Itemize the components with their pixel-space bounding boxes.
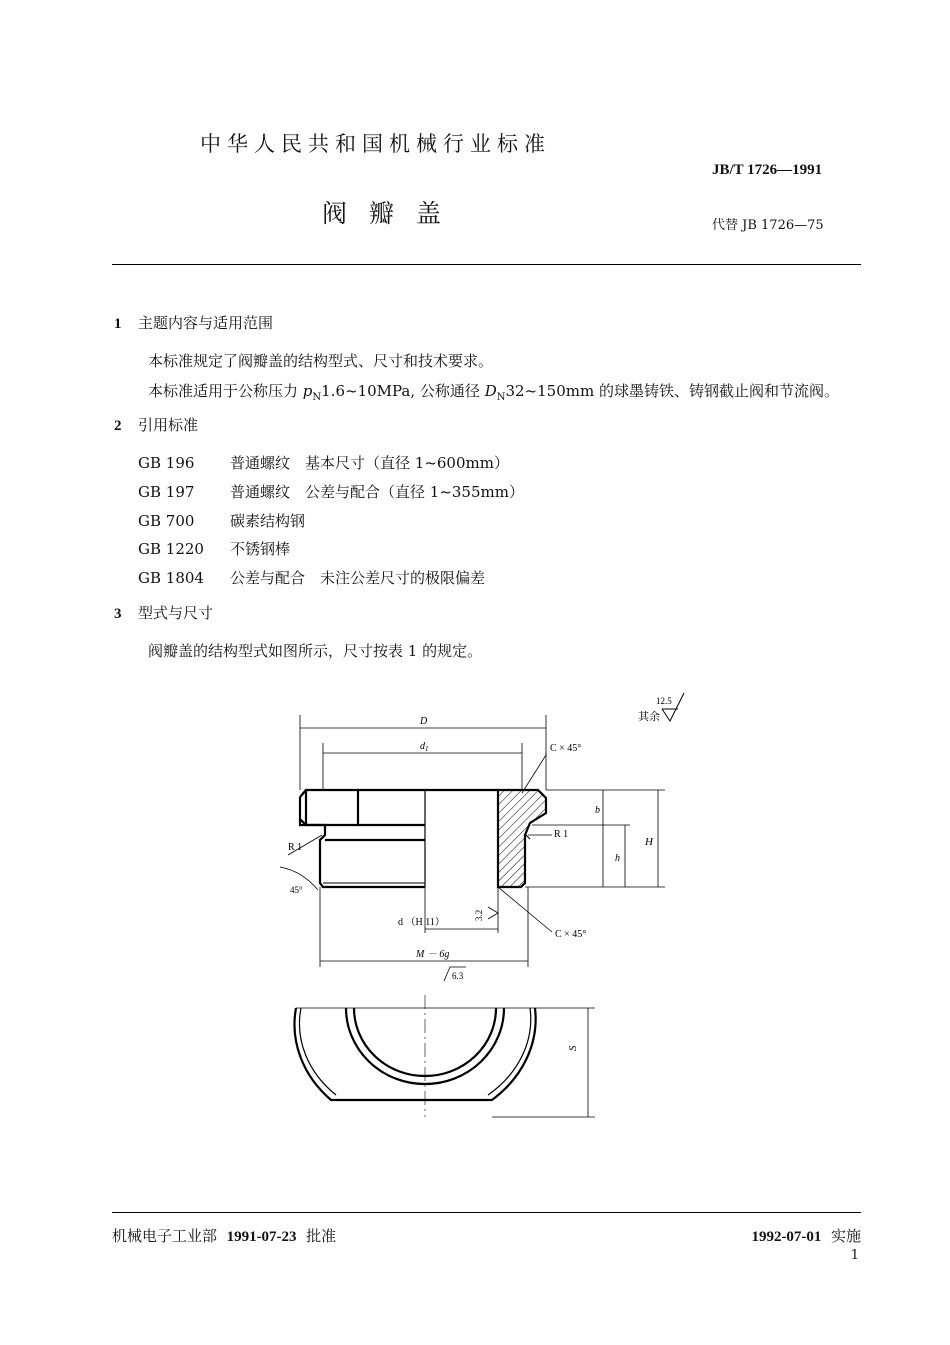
dim-M-label: M － 6g: [416, 949, 450, 960]
dim-d-label: d （H 11）: [398, 917, 445, 928]
ref-name: 不锈钢棒: [230, 540, 291, 558]
approval-date: 1991-07-23: [226, 1229, 297, 1245]
footer-rule: [112, 1212, 861, 1213]
section-title: 引用标准: [138, 416, 199, 434]
ref-code: GB 700: [138, 512, 195, 530]
reference-item: [138, 567, 485, 588]
implementation-date: 1992-07-01: [751, 1229, 822, 1245]
ref-code: GB 197: [138, 483, 195, 501]
symbol-p: p: [302, 382, 313, 400]
replaces-standard: 代替 JB 1726—75: [712, 218, 824, 233]
page-number: 1: [850, 1248, 859, 1263]
approval-label: 批准: [306, 1227, 337, 1245]
roughness-rest-label: 其余: [638, 711, 660, 723]
approving-department: 机械电子工业部: [112, 1227, 218, 1245]
header-rule: [112, 264, 861, 265]
ref-name: 普通螺纹 公差与配合（直径 1~355mm）: [230, 483, 524, 501]
section-title: 型式与尺寸: [138, 604, 214, 622]
reference-item: [138, 538, 290, 559]
section-1-para-2: [148, 380, 839, 403]
dim-D-label: D: [420, 716, 428, 727]
section-number: 2: [114, 418, 122, 434]
section-number: 3: [114, 606, 122, 622]
ref-name: 公差与配合 未注公差尺寸的极限偏差: [230, 569, 486, 587]
implementation-label: 实施: [830, 1227, 861, 1245]
rough-bore-label: 3.2: [474, 909, 484, 921]
ref-name: 碳素结构钢: [230, 512, 306, 530]
roughness-value-label: 12.5: [656, 696, 672, 706]
standard-organization: 中华人民共和国机械行业标准: [200, 132, 551, 156]
dim-S-label: S: [567, 1045, 579, 1051]
section-title: 主题内容与适用范围: [138, 314, 274, 332]
standard-number: JB/T 1726—1991: [712, 162, 823, 178]
section-2-heading: [114, 414, 198, 435]
ref-code: GB 196: [138, 454, 195, 472]
symbol-d: D: [484, 382, 497, 400]
approval-line: [112, 1225, 336, 1246]
reference-item: [138, 481, 524, 502]
section-1-heading: [114, 312, 273, 333]
document-title: 阀瓣盖: [322, 199, 464, 228]
section-3-para-1: 阀瓣盖的结构型式如图所示，尺寸按表 1 的规定。: [148, 642, 483, 660]
section-number: 1: [114, 316, 122, 332]
dim-h-label: h: [615, 853, 620, 864]
angle-label: 45°: [290, 885, 303, 895]
radius-left-label: R 1: [288, 842, 303, 853]
ref-name: 普通螺纹 基本尺寸（直径 1~600mm）: [230, 454, 509, 472]
subscript: N: [312, 392, 322, 403]
text-run: 本标准适用于公称压力: [148, 382, 303, 400]
rough-thread-label: 6.3: [452, 971, 464, 981]
valve-cover-drawing: [270, 685, 710, 1125]
reference-item: [138, 452, 509, 473]
section-1-para-1: 本标准规定了阀瓣盖的结构型式、尺寸和技术要求。: [148, 352, 494, 370]
dim-d1-label: $d_1$: [420, 741, 429, 753]
text-run: 1.6~10MPa, 公称通径: [321, 382, 485, 400]
chamfer-bottom-label: C × 45°: [555, 929, 587, 940]
ref-code: GB 1804: [138, 569, 204, 587]
dim-b-label: b: [595, 805, 600, 816]
reference-item: [138, 510, 305, 531]
subscript: N: [496, 392, 506, 403]
section-3-heading: [114, 602, 213, 623]
implementation-line: [751, 1225, 861, 1246]
ref-code: GB 1220: [138, 540, 204, 558]
radius-right-label: R 1: [554, 829, 569, 840]
chamfer-top-label: C × 45°: [550, 743, 582, 754]
dim-H-label: H: [645, 836, 653, 848]
text-run: 32~150mm 的球墨铸铁、铸钢截止阀和节流阀。: [505, 382, 839, 400]
